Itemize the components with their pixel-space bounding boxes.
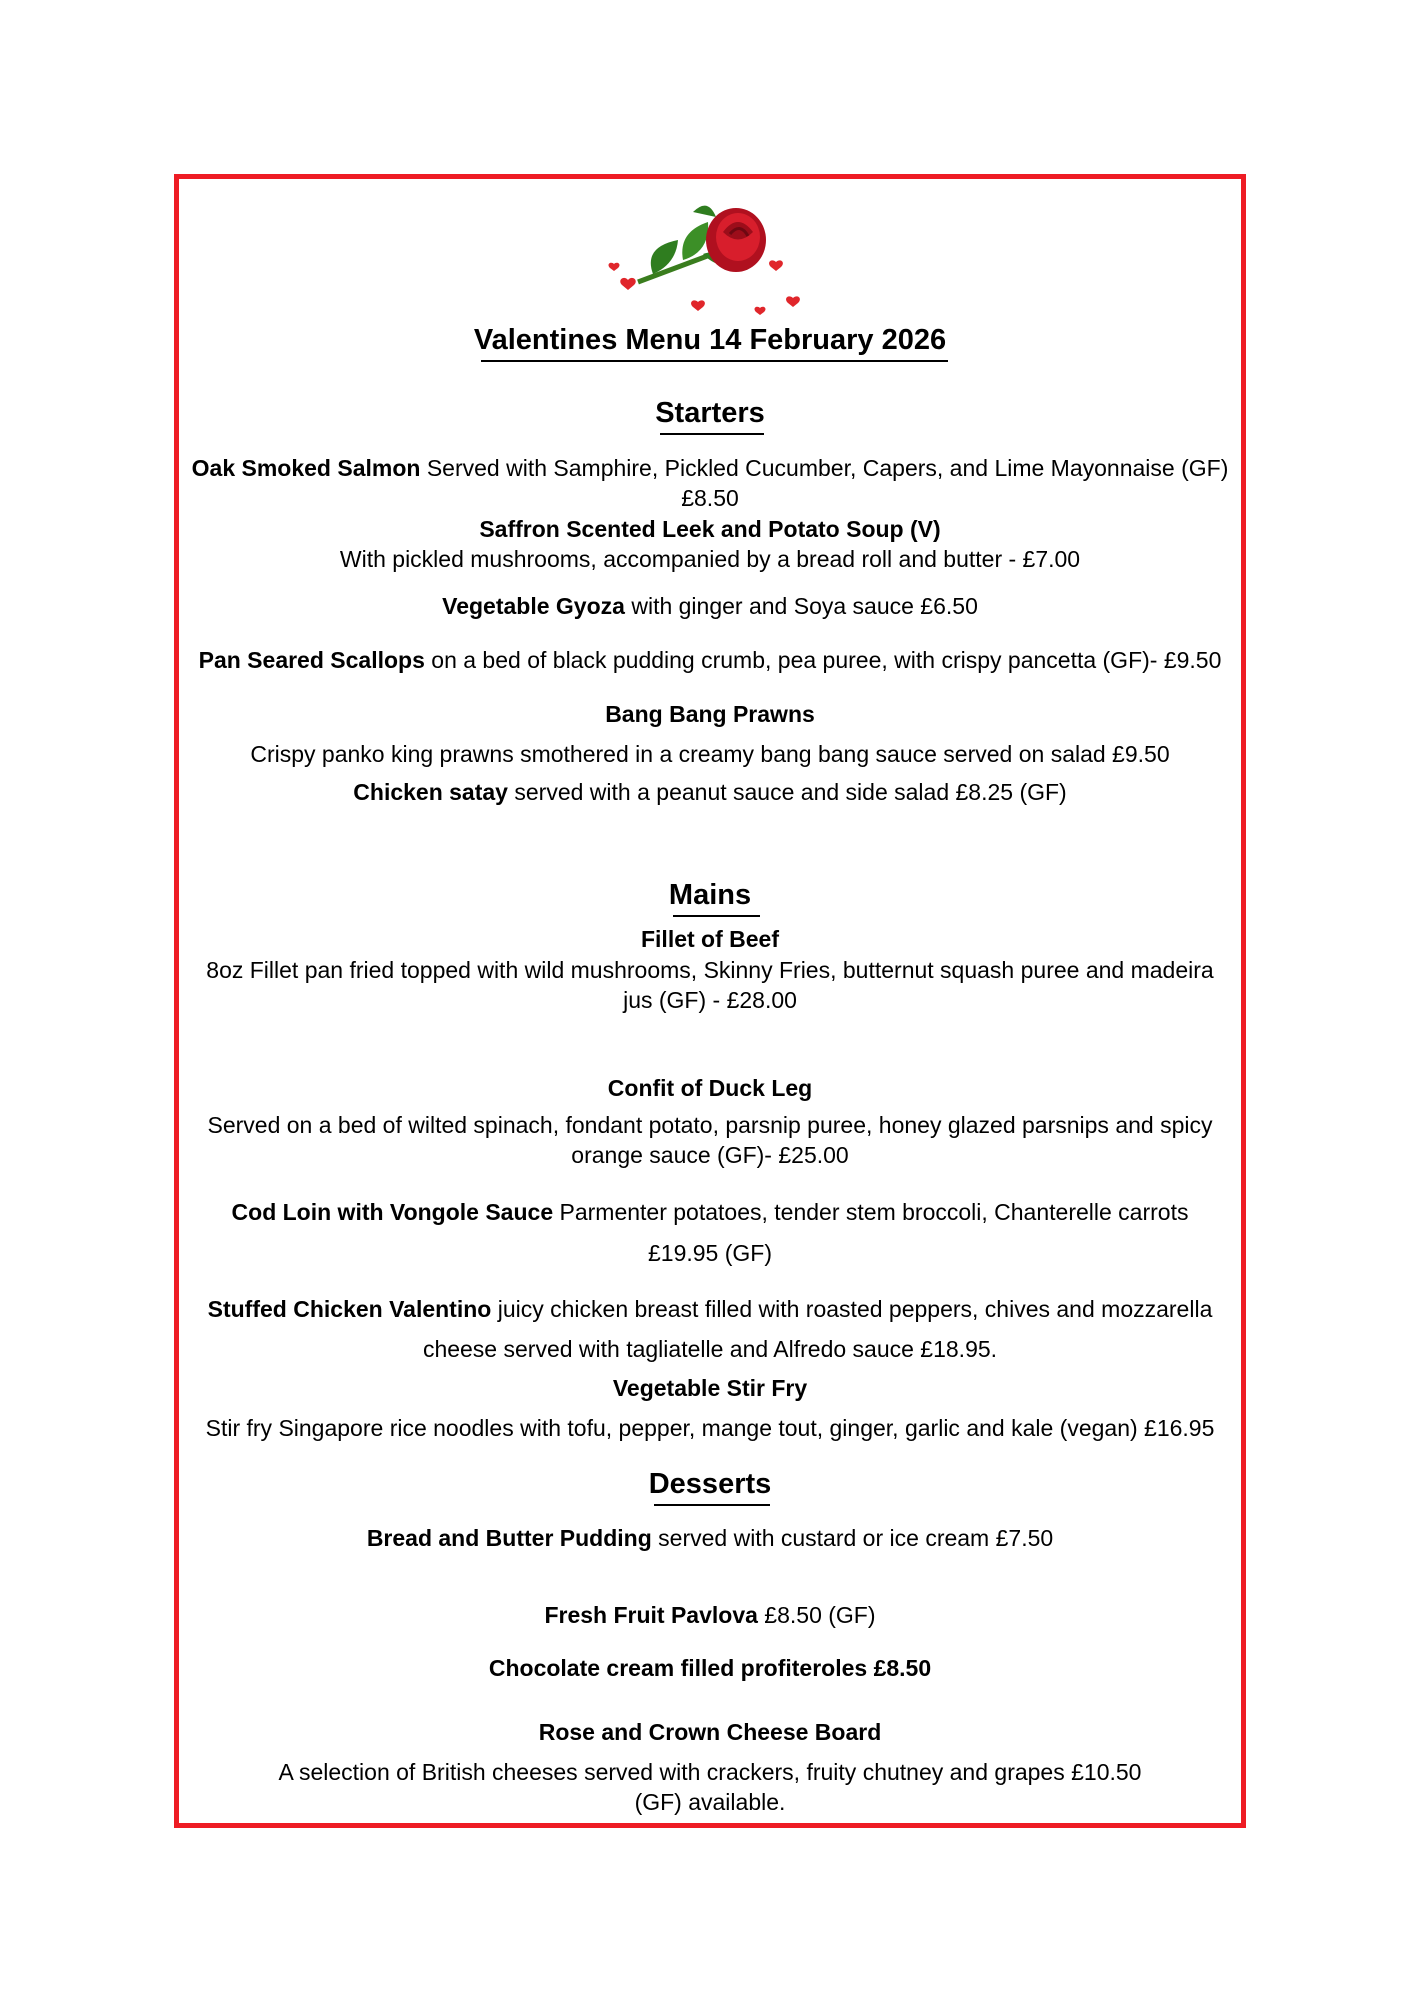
menu-item-stuffed-chicken-valentino: Stuffed Chicken Valentino juicy chicken breast filled with roasted peppers, chives and mozzarella [207, 1296, 1213, 1322]
salmon-price: £8.50 [681, 485, 739, 511]
menu-item-confit-duck-leg: Confit of Duck Leg [607, 1075, 813, 1101]
duck-description-line1: Served on a bed of wilted spinach, fondant potato, parsnip puree, honey glazed parsnips and spicy [207, 1112, 1213, 1138]
menu-item-cod-loin: Cod Loin with Vongole Sauce Parmenter potatoes, tender stem broccoli, Chanterelle carrots [231, 1199, 1189, 1225]
desserts-heading: Desserts [648, 1468, 772, 1500]
soup-description: With pickled mushrooms, accompanied by a bread roll and butter - £7.00 [339, 546, 1081, 572]
desserts-underline [654, 1504, 770, 1506]
mains-underline [673, 915, 760, 917]
menu-item-oak-smoked-salmon: Oak Smoked Salmon Served with Samphire, Pickled Cucumber, Capers, and Lime Mayonnaise (GF) [191, 455, 1229, 481]
menu-item-cheese-board: Rose and Crown Cheese Board [538, 1719, 882, 1745]
prawns-description: Crispy panko king prawns smothered in a creamy bang bang sauce served on salad £9.50 [250, 741, 1170, 767]
menu-item-vegetable-gyoza: Vegetable Gyoza with ginger and Soya sauce £6.50 [442, 593, 978, 619]
stirfry-description: Stir fry Singapore rice noodles with tofu, pepper, mange tout, ginger, garlic and kale (vegan) £16.95 [205, 1415, 1215, 1441]
cod-price: £19.95 (GF) [648, 1240, 772, 1266]
menu-item-chocolate-profiteroles: Chocolate cream filled profiteroles £8.50 [488, 1655, 932, 1681]
menu-title-underline [481, 360, 948, 362]
menu-item-fresh-fruit-pavlova: Fresh Fruit Pavlova £8.50 (GF) [544, 1602, 876, 1628]
menu-item-bread-butter-pudding: Bread and Butter Pudding served with custard or ice cream £7.50 [366, 1525, 1054, 1551]
heart-icon [609, 260, 800, 315]
beef-description-line1: 8oz Fillet pan fried topped with wild mushrooms, Skinny Fries, butternut squash puree and madeira [206, 957, 1214, 983]
menu-item-bang-bang-prawns: Bang Bang Prawns [605, 701, 815, 727]
starters-underline [660, 433, 764, 435]
duck-description-line2: orange sauce (GF)- £25.00 [571, 1142, 849, 1168]
cheese-description-line2: (GF) available. [634, 1789, 786, 1815]
starters-heading: Starters [655, 397, 765, 429]
menu-item-chicken-satay: Chicken satay served with a peanut sauce and side salad £8.25 (GF) [353, 779, 1067, 805]
menu-title: Valentines Menu 14 February 2026 [473, 324, 947, 356]
beef-description-line2: jus (GF) - £28.00 [623, 987, 797, 1013]
menu-item-fillet-of-beef: Fillet of Beef [640, 926, 779, 952]
rose-image [608, 192, 813, 317]
menu-item-pan-seared-scallops: Pan Seared Scallops on a bed of black pudding crumb, pea puree, with crispy pancetta (GF)- £9.50 [198, 647, 1222, 673]
menu-item-leek-potato-soup: Saffron Scented Leek and Potato Soup (V) [479, 516, 941, 542]
chicken-description-line2: cheese served with tagliatelle and Alfredo sauce £18.95. [422, 1336, 998, 1362]
mains-heading: Mains [668, 879, 752, 911]
menu-item-vegetable-stir-fry: Vegetable Stir Fry [612, 1375, 808, 1401]
cheese-description-line1: A selection of British cheeses served with crackers, fruity chutney and grapes £10.50 [278, 1759, 1142, 1785]
